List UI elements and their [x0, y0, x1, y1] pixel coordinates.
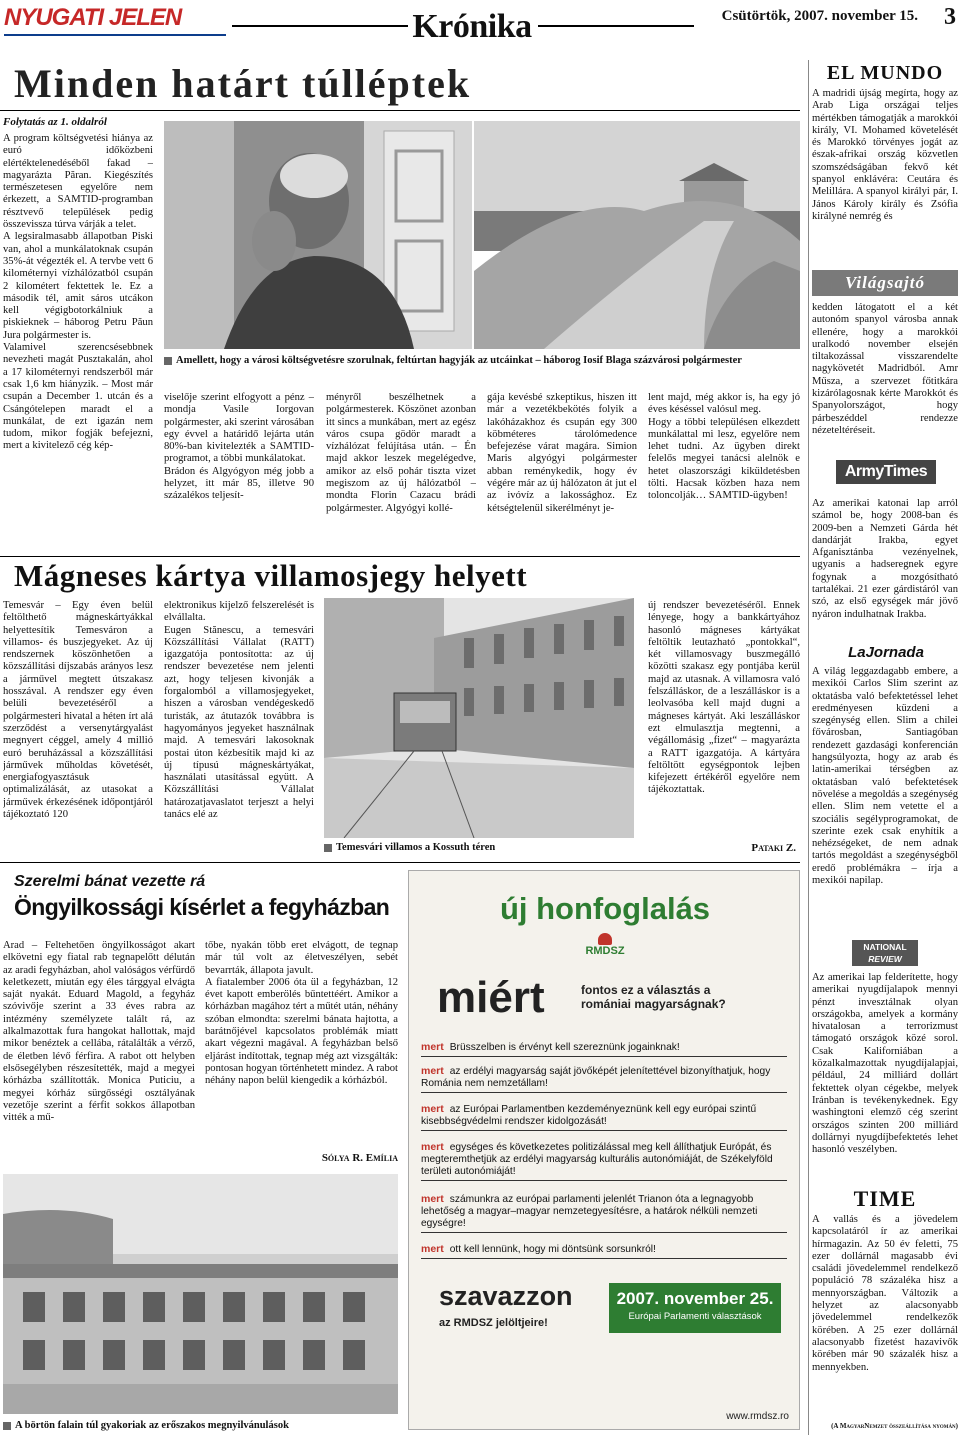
rmdsz-logo: RMDSZ [559, 933, 651, 963]
article-1-col-1: A program költségvetési hiánya az euró időközbeni elértéktelenedéséből fakad – magyarázta Păran. Kiegészítés természetesen egyelőre nem érkezett, a SAMTID-programban résztvevő települések pedig összevissza túrva várják a telet. A legsiralmasabb állapotban Piski van, ahol a munkálatoknak csupán 35%-át végezték el. A tervbe vett 6 kilométernyi vízhálózatból csupán 2 kilométert fektettek le. Ez a második tél, amit sáros utcákon kell végigbotorkálniuk a piskieknek – háborog Petru Păun Jura polgármester is. Valamivel szerencsésebbnek nevezheti magát Pusztakalán, ahol a 17 kilométernyi rendszerből már csak 1,6 km hiányzik. – Most már csupán a December 1. utcán és a Csángótelepen maradt el a munkálat, de ezt igazán nem tudom, mikor fogják befejezni, mert a kivitelező cég kép- [3, 133, 153, 452]
el-mundo-text-2: kedden látogatott el a két autonóm spanyol városba annak ellenére, hogy a marokkói uralkodó november elsején tiltakozással visszarendelte nagykövetét Madridból. Amr Műsza, a szervezet főtitkára kizárólagosnak kérte Marokkót és Spanyolországot, hogy párbeszéddel rendezze nézeteltéréseit. [812, 302, 958, 436]
article-2-signature: Pataki Z. [751, 842, 796, 854]
caption-square-icon [164, 357, 172, 365]
article-3-photo-caption: A börtön falain túl gyakoriak az erőszakos megnyilvánulások [3, 1420, 403, 1433]
sidebar-divider [808, 60, 809, 1435]
article-1-col-5: lent majd, még akkor is, ha egy jó éves késéssel valósul meg. Hogy a többi településen elkezdett munkálattal mi lesz, egyelőre nem lehet tudni. Az ügyben direkt felelős megyei tanácsi alelnök e hetet olaszországi kiküldetésben tölti. Hacsak közben haza nem toloncolják… SAMTID-ügyben! [648, 392, 800, 502]
national-review-logo: NATIONAL REVIEW [852, 940, 918, 966]
continued-note: Folytatás az 1. oldalról [3, 116, 107, 128]
article-3-signature: Sólya R. Emília [321, 1152, 398, 1164]
caption-square-icon [324, 844, 332, 852]
article-1-headline: Minden határt túlléptek [14, 61, 472, 106]
ad-reason-2: mert az erdélyi magyarság saját jövőképét jelenítettével bizonyíthatjuk, hogy Románia nem nemzetállam! [421, 1065, 787, 1093]
section-title: Krónika [412, 8, 532, 45]
ad-big-word: miért [437, 973, 545, 1022]
time-logo: TIME [853, 1186, 917, 1211]
article-3-kicker: Szerelmi bánat vezette rá [14, 873, 206, 890]
ad-date-badge: 2007. november 25. Európai Parlamenti választások [609, 1283, 781, 1333]
el-mundo-logo: EL MUNDO [826, 62, 944, 84]
caption-square-icon [3, 1422, 11, 1430]
ad-reason-4: mert egységes és következetes politizálással meg kell állíthatjuk Európát, és megteremthetjük az erdélyi magyarság kulturális autonómiáját, de Székelyföld területi autonómiáját! [421, 1141, 787, 1181]
article-3-col-1: Arad – Feltehetően öngyilkosságot akart elkövetni egy fiatal rab tegnapelőtt délután az aradi fegyházban, ahol valóságos vérfürdő keletkezett, miután egy éles tárggyal elvágta saját nyakát. Eduard Magold, a fegyház szóvivője szerint a 33 éves rabra az intézmény személyzete talált rá, az alkalmazottak fura hangokat hallottak, majd mikor benéztek a cellába, rátalálták a vérző, de életben lévő férfira. A rabot ott helyben elsősegélyben részesítették, majd a megyei kórházba szállították. Monica Puticiu, a megyei kórház sürgősségi osztályának vezetője szerint a férfit sokkos állapotban vitték a mű- [3, 940, 195, 1124]
article-2-headline: Mágneses kártya villamosjegy helyett [14, 558, 528, 593]
rmdsz-advertisement [408, 870, 800, 1430]
ad-reason-3: mert az Európai Parlamentben kezdeményeznünk kell egy európai szintű kisebbségvédelmi rendszer kidolgozását! [421, 1103, 787, 1131]
ad-title: új honfoglalás [499, 891, 711, 926]
tulip-icon [598, 933, 612, 945]
la-jornada-logo: LaJornada [848, 644, 924, 661]
ad-vote-sub: az RMDSZ jelöltjeire! [439, 1317, 548, 1329]
article-2-photo-caption: Temesvári villamos a Kossuth téren [324, 842, 634, 855]
army-times-logo: ArmyTimes [836, 460, 936, 484]
ad-reason-5: mert számunkra az európai parlamenti jelenlét Trianon óta a legnagyobb lehetőség a magyar–magyar nemzetegyesítésre, a határok nélküli nemzeti egységre! [421, 1193, 787, 1233]
issue-date: Csütörtök, 2007. november 15. [721, 8, 918, 24]
road-works-photo [474, 121, 800, 349]
sidebar [812, 58, 958, 1436]
article-2-col-3: új rendszer bevezetéséről. Ennek lényege, hogy a bankkártyához hasonló mágneses kártyákat feltöltik leutazható „pontokkal“, két villamosvagy buszmegálló közötti szakasz egy pontjába kerül majd az utasnak. A villamosra való felszálláskor, de a leszálláskor is a leolvasóba kell majd dugni a mágneses kártyát. Aki leszálláskor ezt elmulasztja megtenni, a végállomásig „fizet“ – magyarázta a RATT igazgatója. A kártyára feltöltött egységpontok lejben kifejezett értékéről egyelőre nem tájékoztattak. [648, 600, 800, 796]
article-2-col-2: elektronikus kijelző felszerelését is elvállalta. Eugen Stănescu, a temesvári Közszállítási Vállalat (RATT) igazgatója pontosította: az új rendszer bevezetése nem jelenti azt, hogy teljesen kivonják a forgalomból a villamosjegyeket, hiszen a városban vendégeskedő turisták, az átutazók továbbra is hagyományos jegyeket használnak majd. A temesvári lakosoknak postai úton kézbesítik majd ki az új típusú mágneskártyákat, használati utasítással együtt. A Közszállítási Vállalat határozatjavaslatot terjeszt a helyi tanács elé az [164, 600, 314, 821]
ad-vote: szavazzon [439, 1281, 573, 1311]
national-review-text: Az amerikai lap felderítette, hogy amerikai nyugdíjalapok mennyi pénzt invesztálnak olyan országokba, amelyek a kormány hivatalosan a terrorizmust támogató országok közé sorol. Csak Kaliforniában a közalkalmazottak nyugdíjalapjai, például, 24 milliárd dollárt fektettek olyan cégekbe, melyek Iránban is tevékenykednek. Egy washingtoni elemző cég szerint országos szinten 200 milliárd dollárnyi nyugdíjbefektetés lehet hasonló veszélyben. [812, 972, 958, 1156]
article-1-col-3: ményről beszélhetnek a polgármesterek. Köszönet azonban itt sincs a munkában, mert az egész város csupa gödör maradt a vízhálózat felújítása után. – Én majd akkor leszek megelégedve, amikor az első pohár tiszta vizet megiszom az új hálózatból – mondta Florin Cazacu brádi polgármester. Algyógyi kollé- [326, 392, 476, 514]
article-3-headline: Öngyilkossági kísérlet a fegyházban [14, 894, 390, 920]
la-jornada-text: A világ leggazdagabb embere, a mexikói Carlos Slim szerint az oktatásba való befektetéssel lehet eredményesen küzdeni a szegénység ellen. Slim a chilei fővárosban, Santiagóban rendezett gazdasági konferencián hangsúlyozta, hogy az arab és latin-amerikai térségben az oktatásban való befektetések növelése a megoldás a szegénység ellen. Slim nem vetette el a szociális segélyprogramokat, de szerinte ezek csak enyhítik a nehézségeket, de nem adnak tartós megoldást a szegénységből eredő problémákra – írja a mexikói napilap. [812, 666, 958, 887]
ad-url[interactable]: www.rmdsz.ro [726, 1411, 789, 1422]
article-3-col-2: tőbe, nyakán több eret elvágott, de tegnap már túl volt az életveszélyen, sebét bevarrták, állapota javult. A fiatalember 2006 óta ül a fegyházban, 12 évet kapott emberölés bűntettéért. Amikor a kórházban magához tért a műtét után, néhány szóban elmondta: szerelmi bánata hajtotta, a barátnőjével kapcsolatos problémák miatt akart végezni magával. A fegyházban belső eljárást indítottak, tegnap még azt vizsgálták: pontosan hogyan történhetett mindez. A rabot néhány napon belül kiengedik a kórházból. [205, 940, 398, 1087]
sidebar-credit: (A MagyarNemzet összeállítása nyomán) [831, 1422, 958, 1430]
politician-photo [164, 121, 472, 349]
ad-reason-6: mert ott kell lennünk, hogy mi döntsünk sorsunkról! [421, 1243, 787, 1259]
article-2-col-1: Temesvár – Egy éven belül feltölthető mágneskártyákkal helyettesítik Temesváron a villamos- és buszjegyeket. Az új rendszernek köszönhetően a közszállítási díjszabás arányos lesz a járművel megtett útszakasz hosszával. A rendszer egy éven belüli bevezetéséről a polgármesteri hivatal a héten írt alá szerződést a versenytárgyalást megnyert céggel, amely 4 millió euró beruházással a közszállítási járművek műholdas követését, energiafogyasztásuk optimalizálását, az utasokat a járművek érkezésének időpontjáról tájékoztató 120 [3, 600, 153, 821]
article-1-photo-caption: Amellett, hogy a városi költségvetésre szorulnak, feltúrtan hagyják az utcáinkat – háborog Iosif Blaga százvárosi polgármester [164, 355, 800, 368]
ad-reason-1: mert Brüsszelben is érvényt kell szereznünk jogainknak! [421, 1041, 787, 1057]
article-1-col-2: viselője szerint elfogyott a pénz – mondja Vasile Iorgovan polgármester, aki szerint városában egy évvel a határidő lejárta után 80%-ban kivitelezték a SAMTID-programot, a többi munkálatokat. Brádon és Algyógyon még jobb a helyzet, itt már 85, illetve 90 százalékos teljesít- [164, 392, 314, 502]
logo-underline [4, 34, 226, 36]
time-text: A vallás és a jövedelem kapcsolatáról ír az amerikai hírmagazin. Az 50 év feletti, 75 ezer dollárnál magasabb évi családi jövedelemmel rendelkező populáció 78 százaléka hisz a mennyországban. Változik a helyzet az alacsonyabb jövedelemmel rendelkezők körében. A 25 ezer dollárnál alacsonyabb fizetést hazavivők körében már 90 százalék hisz a mennyekben. [812, 1214, 958, 1373]
vilagsajto-banner: Világsajtó [812, 270, 958, 296]
newspaper-logo: NYUGATI JELEN [4, 4, 182, 31]
ad-question: fontos ez a választás a romániai magyarságnak? [581, 983, 726, 1011]
article-1-col-4: gája kevésbé szkeptikus, hiszen itt már a vezetékbekötés folyik a lakóházakhoz és csupán egy 300 köbméteres tárolómedence befejezése várat magára. Simion Maris algyógyi polgármester abban reménykedik, hogy év végére már az új hálózaton át jut el az ivóvíz a lakossághoz. Ez kétségtelenül sikerélményt je- [487, 392, 637, 514]
army-times-text: Az amerikai katonai lap arról számol be, hogy 2008-ban és 2009-ben a Nemzeti Gárda hét dandárját Irakba, egyet Afganisztánba vezényelnek, ugyanis a hadseregnek egyre fogynak a mozgósítható tartalékai. 21 ezer gárdistáról van szó, az első egységek már jövő nyáron indulhatnak Irakba. [812, 498, 958, 620]
prison-photo [3, 1174, 398, 1414]
page-number: 3 [944, 4, 956, 30]
tram-photo [324, 598, 634, 838]
masthead [0, 0, 960, 46]
el-mundo-text: A madridi újság megírta, hogy az Arab Liga országai teljes mértékben támogatják a marokkói király, VI. Mohamed követelését és Marokkó törvényes jogát az észak-afrikai ország közvetlen szomszédságában fekvő két spanyol enklávéra: Ceutára és Melillára. A spanyol királyi pár, I. János Károly király és Zsófia királyné nemrég és [812, 88, 958, 222]
